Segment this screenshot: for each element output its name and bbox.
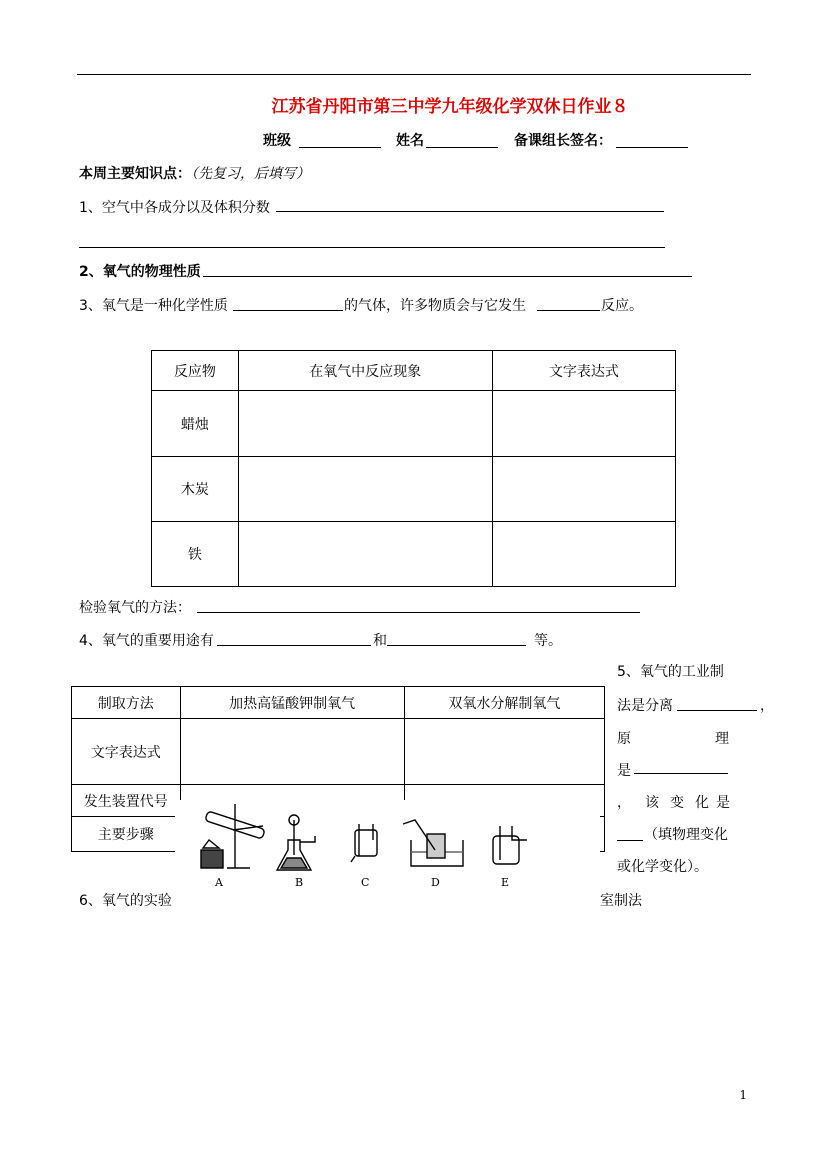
sign-label: 备课组长签名：	[514, 133, 612, 149]
q5-line2a: 法是分离	[617, 698, 673, 714]
q5-blank-2[interactable]	[634, 773, 728, 774]
table1-row-iron: 铁	[152, 522, 239, 587]
apparatus-drawings	[175, 800, 600, 892]
table2-row-apparatus: 发生装置代号	[72, 785, 181, 817]
test-method-label: 检验氧气的方法：	[79, 600, 191, 616]
test-method-blank[interactable]	[197, 612, 640, 613]
q5-line2b: ，	[760, 698, 774, 714]
q3-blank-1[interactable]	[233, 310, 343, 311]
table1-row-charcoal: 木炭	[152, 457, 239, 522]
intro	[79, 163, 310, 183]
table1-cell[interactable]	[492, 457, 675, 522]
q3-blank-2[interactable]	[537, 310, 600, 311]
label-a: A	[215, 876, 223, 889]
question-6a: 6、氧气的实验	[79, 893, 172, 909]
table2-row-steps: 主要步骤	[72, 817, 181, 852]
apparatus-figure	[175, 800, 600, 892]
table1-header-reactant: 反应物	[152, 351, 239, 391]
q5-line5c: 变	[670, 795, 684, 811]
question-3b: 的气体，许多物质会与它发生	[344, 298, 526, 314]
label-e: E	[501, 876, 510, 889]
label-b: B	[295, 876, 304, 889]
question-4b: 和	[373, 633, 387, 649]
table1-row-candle: 蜡烛	[152, 391, 239, 457]
intro-note: （先复习，后填写）	[191, 166, 310, 182]
q5-line5b: 该	[645, 795, 659, 811]
q5-line5d: 化	[695, 795, 709, 811]
table1-cell[interactable]	[238, 522, 492, 587]
q5-blank-3[interactable]	[617, 840, 643, 841]
q1-blank-1[interactable]	[276, 211, 664, 212]
page-number: 1	[739, 1088, 747, 1102]
q5-line5a: ，	[617, 795, 631, 811]
q5-blank-1[interactable]	[677, 710, 757, 711]
table1-header-expression: 文字表达式	[492, 351, 675, 391]
q5-line3b: 理	[715, 731, 729, 747]
q5-line1: 5、氧气的工业制	[617, 664, 724, 680]
q5-line3a: 原	[617, 731, 631, 747]
label-c: C	[361, 876, 370, 889]
q4-blank-1[interactable]	[217, 645, 371, 646]
q5-line7: 或化学变化）。	[617, 859, 708, 875]
question-6b: 室制法	[600, 893, 642, 909]
q5-line6: （填物理变化	[644, 827, 728, 843]
table2-row-expression: 文字表达式	[72, 719, 181, 785]
question-4a: 4、氧气的重要用途有	[79, 633, 214, 649]
q4-blank-2[interactable]	[387, 645, 526, 646]
question-4c: 等。	[534, 633, 562, 649]
table1-cell[interactable]	[238, 391, 492, 457]
question-3c: 反应。	[601, 298, 643, 314]
sign-blank[interactable]	[616, 147, 688, 148]
top-rule	[77, 74, 751, 75]
table1-header-phenomenon: 在氧气中反应现象	[238, 351, 492, 391]
page-title: 江苏省丹阳市第三中学九年级化学双休日作业８	[271, 97, 629, 117]
table2-cell[interactable]	[404, 719, 604, 785]
table1-cell[interactable]	[238, 457, 492, 522]
question-2: 2、氧气的物理性质	[79, 264, 201, 280]
intro-label: 本周主要知识点：	[79, 166, 191, 182]
table2-header-kmno4: 加热高锰酸钾制氧气	[180, 687, 404, 719]
reaction-table	[151, 350, 676, 587]
class-label: 班级	[263, 133, 291, 149]
table2-cell[interactable]	[180, 719, 404, 785]
table1-cell[interactable]	[492, 391, 675, 457]
q5-line5e: 是	[716, 795, 730, 811]
question-1: 1、空气中各成分以及体积分数	[79, 200, 270, 216]
label-d: D	[431, 876, 440, 889]
q2-blank[interactable]	[203, 276, 692, 277]
question-3a: 3、氧气是一种化学性质	[79, 298, 228, 314]
table2-header-method: 制取方法	[72, 687, 181, 719]
q1-blank-2[interactable]	[79, 247, 665, 248]
table1-cell[interactable]	[492, 522, 675, 587]
name-blank[interactable]	[426, 147, 498, 148]
q5-line4: 是	[617, 763, 631, 779]
table2-header-h2o2: 双氧水分解制氧气	[404, 687, 604, 719]
class-blank[interactable]	[299, 147, 381, 148]
name-label: 姓名	[396, 133, 424, 149]
